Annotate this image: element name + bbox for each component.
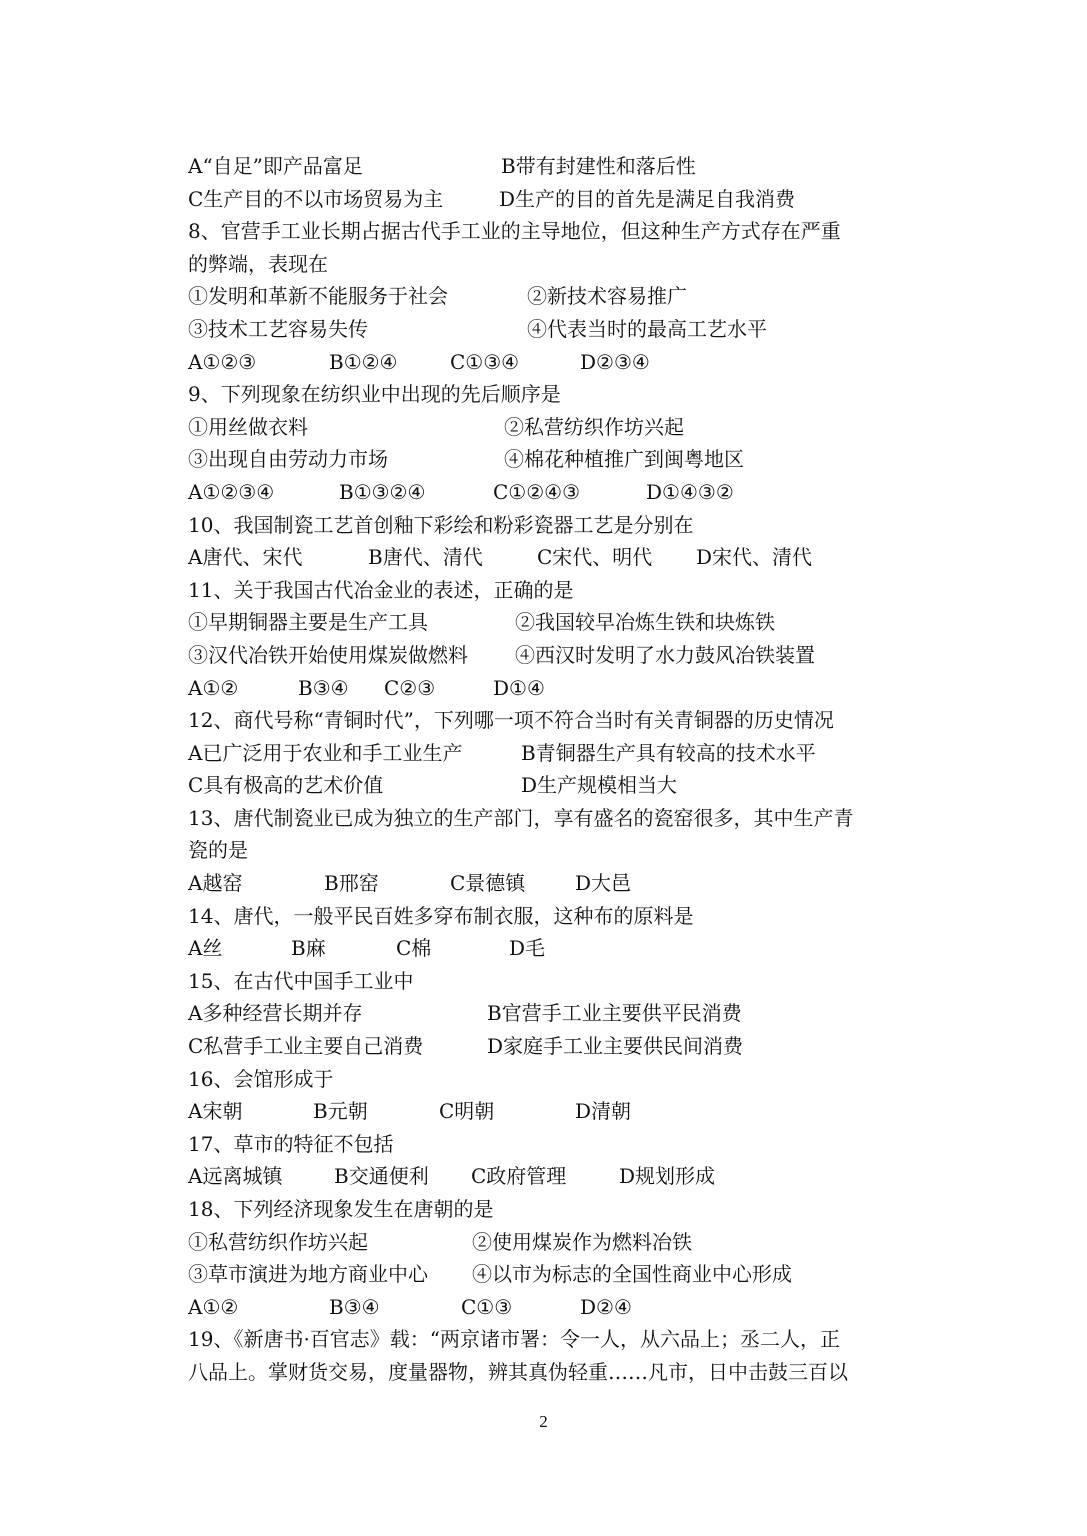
option-text: C②③ xyxy=(384,675,436,700)
text-line xyxy=(188,606,918,639)
option-text: ④以市为标志的全国性商业中心形成 xyxy=(472,1262,792,1287)
text-line xyxy=(188,509,918,542)
option-text: ③出现自由劳动力市场 xyxy=(188,447,388,472)
option-text: D①④ xyxy=(493,675,545,700)
text-line xyxy=(188,1128,918,1161)
text-line xyxy=(188,443,918,476)
option-text: ④代表当时的最高工艺水平 xyxy=(527,316,767,341)
text-line xyxy=(188,1291,918,1324)
option-text: D家庭手工业主要供民间消费 xyxy=(487,1034,744,1059)
option-text: C①③ xyxy=(461,1294,513,1319)
question-text: 12、商代号称“青铜时代”，下列哪一项不符合当时有关青铜器的历史情况 xyxy=(188,708,834,733)
option-text: A①② xyxy=(188,1294,239,1319)
question-text: 13、唐代制瓷业已成为独立的生产部门，享有盛名的瓷窑很多，其中生产青 xyxy=(188,805,854,830)
option-text: C政府管理 xyxy=(471,1164,567,1189)
option-text: B③④ xyxy=(329,1294,380,1319)
text-line xyxy=(188,997,918,1030)
text-line xyxy=(188,932,918,965)
text-line xyxy=(188,965,918,998)
text-line xyxy=(188,769,918,802)
question-text: 17、草市的特征不包括 xyxy=(188,1131,394,1156)
text-line xyxy=(188,867,918,900)
option-text: ④棉花种植推广到闽粤地区 xyxy=(504,447,744,472)
question-text: 八品上。掌财货交易，度量器物，辨其真伪轻重……凡市，日中击鼓三百以 xyxy=(188,1359,848,1384)
option-text: D大邑 xyxy=(575,871,632,896)
question-text: 的弊端，表现在 xyxy=(188,251,328,276)
option-text: A远离城镇 xyxy=(188,1164,283,1189)
text-line xyxy=(188,346,918,379)
option-text: B邢窑 xyxy=(324,871,379,896)
text-line xyxy=(188,280,918,313)
option-text: A多种经营长期并存 xyxy=(188,1001,363,1026)
text-line xyxy=(188,378,918,411)
text-line xyxy=(188,476,918,509)
text-line xyxy=(188,672,918,705)
question-text: 9、下列现象在纺织业中出现的先后顺序是 xyxy=(188,382,561,407)
question-text: 16、会馆形成于 xyxy=(188,1066,334,1091)
option-text: ③草市演进为地方商业中心 xyxy=(188,1262,428,1287)
document-body xyxy=(188,150,918,1389)
option-text: B元朝 xyxy=(313,1099,368,1124)
option-text: C明朝 xyxy=(439,1099,495,1124)
text-line xyxy=(188,1063,918,1096)
text-line xyxy=(188,1030,918,1063)
question-text: 瓷的是 xyxy=(188,838,248,863)
text-line xyxy=(188,1095,918,1128)
option-text: C棉 xyxy=(396,936,432,961)
option-text: ③汉代冶铁开始使用煤炭做燃料 xyxy=(188,642,468,667)
option-text: A①② xyxy=(188,675,239,700)
option-text: B交通便利 xyxy=(334,1164,429,1189)
text-line xyxy=(188,834,918,867)
option-text: A丝 xyxy=(188,936,223,961)
option-text: C具有极高的艺术价值 xyxy=(188,773,384,798)
option-text: D清朝 xyxy=(575,1099,632,1124)
option-text: B带有封建性和落后性 xyxy=(501,154,696,178)
option-text: A唐代、宋代 xyxy=(188,545,303,570)
option-text: C景德镇 xyxy=(450,871,526,896)
text-line xyxy=(188,639,918,672)
text-line xyxy=(188,574,918,607)
option-text: A宋朝 xyxy=(188,1099,243,1124)
option-text: A越窑 xyxy=(188,871,243,896)
option-text: B①③②④ xyxy=(339,479,426,504)
text-line xyxy=(188,150,918,183)
text-line xyxy=(188,313,918,346)
option-text: ①用丝做衣料 xyxy=(188,414,308,439)
option-text: C①②④③ xyxy=(493,479,581,504)
option-text: ②我国较早冶炼生铁和块炼铁 xyxy=(515,610,775,635)
question-text: 8、官营手工业长期占据古代手工业的主导地位，但这种生产方式存在严重 xyxy=(188,219,841,244)
text-line xyxy=(188,1193,918,1226)
question-text: 10、我国制瓷工艺首创釉下彩绘和粉彩瓷器工艺是分别在 xyxy=(188,512,694,537)
page-number: 2 xyxy=(539,1412,548,1431)
option-text: B③④ xyxy=(298,675,349,700)
option-text: D②④ xyxy=(580,1294,632,1319)
option-text: D宋代、清代 xyxy=(696,545,813,570)
option-text: D①④③② xyxy=(646,479,734,504)
option-text: A①②③ xyxy=(188,349,257,374)
option-text: ③技术工艺容易失传 xyxy=(188,316,368,341)
text-line xyxy=(188,541,918,574)
text-line xyxy=(188,183,918,216)
option-text: ①发明和革新不能服务于社会 xyxy=(188,284,448,309)
text-line xyxy=(188,900,918,933)
text-line xyxy=(188,1258,918,1291)
option-text: B唐代、清代 xyxy=(368,545,483,570)
text-line xyxy=(188,215,918,248)
text-line xyxy=(188,1160,918,1193)
option-text: ②使用煤炭作为燃料冶铁 xyxy=(472,1229,692,1254)
option-text: B①②④ xyxy=(329,349,398,374)
option-text: ①私营纺织作坊兴起 xyxy=(188,1229,368,1254)
question-text: 11、关于我国古代冶金业的表述，正确的是 xyxy=(188,577,574,602)
text-line xyxy=(188,1226,918,1259)
text-line xyxy=(188,1356,918,1389)
text-line xyxy=(188,802,918,835)
option-text: D毛 xyxy=(509,936,546,961)
question-text: 18、下列经济现象发生在唐朝的是 xyxy=(188,1197,494,1221)
option-text: A①②③④ xyxy=(188,479,275,504)
option-text: B青铜器生产具有较高的技术水平 xyxy=(521,740,816,765)
option-text: D生产规模相当大 xyxy=(521,773,678,798)
text-line xyxy=(188,704,918,737)
text-line xyxy=(188,411,918,444)
text-line xyxy=(188,737,918,770)
option-text: D规划形成 xyxy=(619,1164,716,1189)
option-text: A已广泛用于农业和手工业生产 xyxy=(188,740,463,765)
option-text: ②新技术容易推广 xyxy=(527,284,687,309)
option-text: D②③④ xyxy=(580,349,650,374)
option-text: C宋代、明代 xyxy=(537,545,653,570)
option-text: ④西汉时发明了水力鼓风冶铁装置 xyxy=(515,642,815,667)
option-text: A“自足”即产品富足 xyxy=(188,154,363,178)
question-text: 15、在古代中国手工业中 xyxy=(188,968,414,993)
question-text: 14、唐代，一般平民百姓多穿布制衣服，这种布的原料是 xyxy=(188,903,694,928)
text-line xyxy=(188,248,918,281)
option-text: C私营手工业主要自己消费 xyxy=(188,1034,424,1059)
text-line xyxy=(188,1323,918,1356)
option-text: B官营手工业主要供平民消费 xyxy=(487,1001,742,1026)
question-text: 19、《新唐书·百官志》载：“两京诸市署：令一人，从六品上；丞二人，正 xyxy=(188,1327,841,1352)
option-text: C①③④ xyxy=(450,349,520,374)
option-text: ②私营纺织作坊兴起 xyxy=(504,414,684,439)
option-text: B麻 xyxy=(291,936,326,961)
option-text: D生产的目的首先是满足自我消费 xyxy=(499,186,796,211)
option-text: ①早期铜器主要是生产工具 xyxy=(188,610,428,635)
option-text: C生产目的不以市场贸易为主 xyxy=(188,186,444,211)
